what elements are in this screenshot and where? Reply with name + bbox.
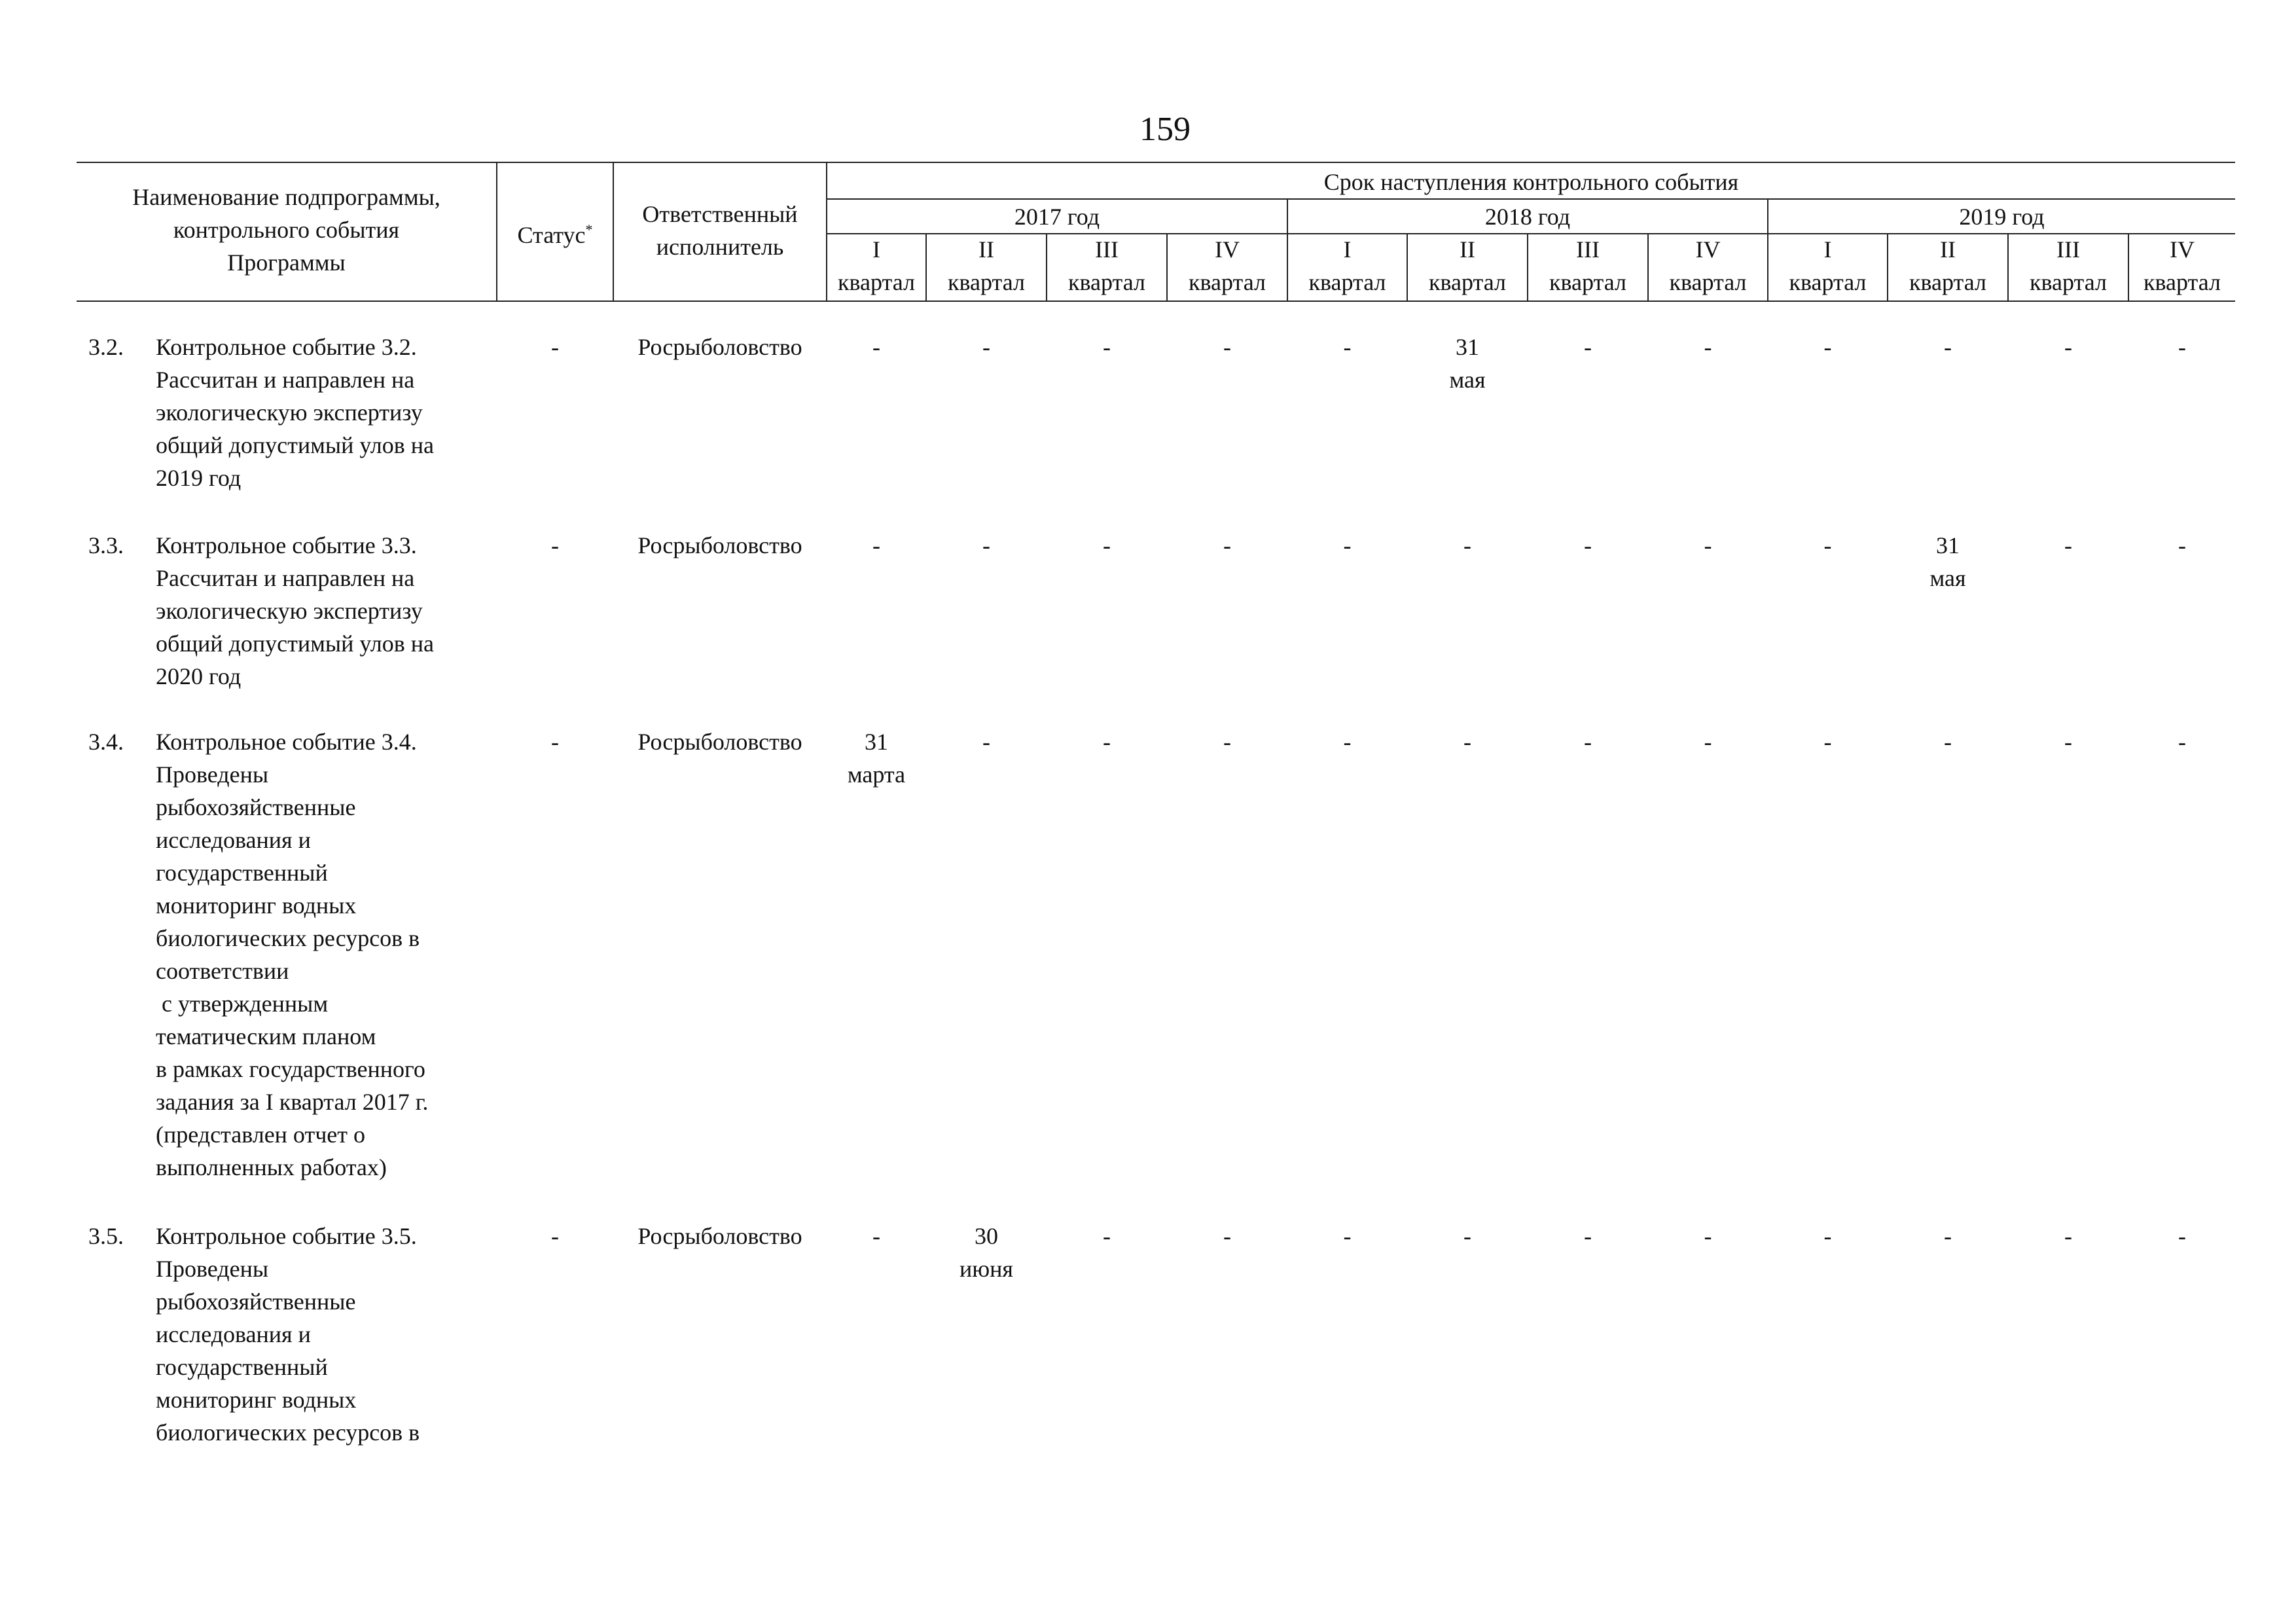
quarter-numeral: II [978,236,994,263]
quarter-numeral: I [872,236,880,263]
quarter-header [1649,233,1767,299]
quarter-cell-line: - [2064,1223,2072,1249]
row-name-line: Проведены [156,1256,269,1282]
header-year: 2018 год [1484,204,1571,230]
quarter-cell [927,1220,1046,1285]
row-number: 3.2. [88,334,124,360]
quarter-cell [2009,725,2128,758]
quarter-cell-line: - [1704,1223,1712,1249]
row-number: 3.3. [88,532,124,558]
deadline-title-rule [826,198,2235,200]
quarter-cell-line: - [1223,729,1231,755]
quarter-cell-line: - [1584,1223,1592,1249]
quarter-cell-line: - [1103,334,1111,360]
quarter-cell [827,529,925,562]
quarter-cell-line: - [1704,532,1712,558]
row-name [156,529,496,693]
quarter-word: квартал [1789,269,1867,295]
header-status-col [497,213,613,251]
quarter-cell-line: мая [1929,565,1966,591]
quarter-cell [1888,1220,2007,1252]
quarter-cell [1168,331,1287,363]
row-name-line: выполненных работах) [156,1154,387,1180]
quarter-numeral: III [1576,236,1600,263]
quarter-cell-line: - [1584,334,1592,360]
quarter-cell-line: - [1223,532,1231,558]
quarter-cell-line: - [1584,729,1592,755]
quarter-cell-line: - [1704,334,1712,360]
quarter-cell [827,1220,925,1252]
quarter-cell-line: 31 [1936,532,1960,558]
quarter-cell [1649,529,1767,562]
quarter-cell [1528,725,1647,758]
quarter-numeral: II [1460,236,1475,263]
row-name-line: Проведены [156,761,269,788]
quarter-header [1768,233,1887,299]
quarter-cell-line: - [1343,334,1352,360]
quarter-header [1888,233,2007,299]
quarter-word: квартал [1068,269,1145,295]
row-name-line: 2020 год [156,663,242,689]
quarter-numeral: I [1823,236,1832,263]
quarter-numeral: IV [1215,236,1240,263]
quarter-cell [1528,1220,1647,1252]
quarter-cell-line: июня [960,1256,1013,1282]
quarter-cell-line: - [2178,334,2186,360]
row-responsible: Росрыболовство [637,532,802,558]
quarter-cell [1408,1220,1527,1252]
quarter-cell [927,725,1046,758]
quarter-cell [1888,725,2007,758]
row-status: - [551,334,559,360]
row-number: 3.5. [88,1223,124,1249]
row-name-line: государственный [156,860,328,886]
row-name-line: Контрольное событие 3.2. [156,334,417,360]
quarter-cell [1768,529,1887,562]
row-name-line: мониторинг водных [156,1387,357,1413]
quarter-cell [2009,331,2128,363]
quarter-cell-line: - [1223,334,1231,360]
quarter-cell-line: - [1223,1223,1231,1249]
quarter-cell [1888,331,2007,363]
quarter-numeral: IV [2170,236,2195,263]
quarter-cell [1288,1220,1407,1252]
quarter-cell-line: - [1823,729,1832,755]
quarter-cell [2009,1220,2128,1252]
row-name-line: Рассчитан и направлен на [156,565,415,591]
quarter-cell [1649,331,1767,363]
quarter-cell-line: марта [847,761,906,788]
quarter-numeral: IV [1695,236,1721,263]
quarter-cell [2009,529,2128,562]
quarter-cell-line: мая [1449,367,1486,393]
quarter-numeral: II [1940,236,1956,263]
quarter-cell [2129,1220,2235,1252]
row-name-line: (представлен отчет о [156,1122,366,1148]
quarter-numeral: III [1095,236,1119,263]
quarter-cell-line: - [1343,729,1352,755]
header-bottom-rule [77,301,2235,302]
row-name-line: экологическую экспертизу [156,598,423,624]
row-name-line: Контрольное событие 3.5. [156,1223,417,1249]
row-name-line: в рамках государственного [156,1056,425,1082]
quarter-cell-line: - [982,532,990,558]
quarter-cell [1288,725,1407,758]
quarter-word: квартал [838,269,915,295]
quarter-word: квартал [1909,269,1986,295]
quarter-cell-line: - [872,334,880,360]
row-name-line: государственный [156,1354,328,1380]
quarter-numeral: III [2056,236,2080,263]
quarter-cell-line: - [1944,334,1952,360]
quarter-word: квартал [1549,269,1626,295]
quarter-cell-line: - [872,532,880,558]
row-name-line: 2019 год [156,465,242,491]
quarter-cell [2129,725,2235,758]
quarter-word: квартал [1189,269,1266,295]
row-name-line: соответствии [156,958,289,984]
table-top-rule [77,162,2235,163]
quarter-cell [1168,529,1287,562]
header-year: 2019 год [1959,204,2045,230]
row-number: 3.4. [88,729,124,755]
quarter-cell-line: - [982,334,990,360]
quarter-header [1168,233,1287,299]
quarter-header [927,233,1046,299]
row-name-line: исследования и [156,827,311,853]
quarter-cell-line: - [1823,532,1832,558]
row-name [156,725,496,1184]
row-name-line: рыбохозяйственные [156,1288,356,1315]
quarter-cell [1768,725,1887,758]
row-name-line: Рассчитан и направлен на [156,367,415,393]
quarter-cell-line: - [2178,1223,2186,1249]
quarter-cell [1528,529,1647,562]
quarter-cell-line: - [1463,1223,1471,1249]
row-name-line: экологическую экспертизу [156,399,423,426]
quarter-cell-line: - [982,729,990,755]
quarter-cell-line: - [1823,334,1832,360]
quarter-cell [1047,1220,1166,1252]
row-responsible: Росрыболовство [637,1223,802,1249]
row-name-line: исследования и [156,1321,311,1347]
header-name-line: Программы [227,249,346,276]
quarter-cell [827,331,925,363]
row-responsible: Росрыболовство [637,729,802,755]
quarter-cell-line: - [1704,729,1712,755]
quarter-cell [1528,331,1647,363]
quarter-cell-line: - [872,1223,880,1249]
quarter-header [1528,233,1647,299]
row-name-line: Контрольное событие 3.3. [156,532,417,558]
row-name-line: тематическим планом [156,1023,376,1049]
quarter-cell [927,529,1046,562]
header-name-line: контрольного события [173,217,400,243]
quarter-cell [1768,1220,1887,1252]
row-status: - [551,729,559,755]
quarter-word: квартал [2144,269,2221,295]
quarter-cell [927,331,1046,363]
quarter-cell [1168,725,1287,758]
row-name-line: Контрольное событие 3.4. [156,729,417,755]
quarter-cell [1047,725,1166,758]
header-name-col [77,181,496,279]
page-number: 159 [1139,111,1191,148]
quarter-cell [1408,331,1527,396]
row-name-line: биологических ресурсов в [156,1419,420,1446]
quarter-cell [1288,529,1407,562]
header-year: 2017 год [1014,204,1100,230]
quarter-cell [1168,1220,1287,1252]
row-name [156,1220,496,1449]
quarter-cell-line: 30 [975,1223,998,1249]
quarter-cell [1408,725,1527,758]
quarter-cell-line: - [2064,532,2072,558]
quarter-cell [1888,529,2007,594]
quarter-cell-line: - [1103,532,1111,558]
quarter-cell-line: - [1463,532,1471,558]
quarter-cell-line: - [1823,1223,1832,1249]
quarter-cell [2129,331,2235,363]
header-responsible-col [614,198,826,263]
header-responsible-line: исполнитель [656,234,784,260]
row-name-line: с утвержденным [156,991,329,1017]
quarter-cell [1649,1220,1767,1252]
row-name [156,331,496,494]
quarter-cell-line: - [1463,729,1471,755]
quarter-word: квартал [948,269,1025,295]
header-name-line: Наименование подпрограммы, [132,184,440,210]
quarter-header [1408,233,1527,299]
quarter-cell-line: - [1584,532,1592,558]
quarter-cell-line: - [2178,729,2186,755]
quarter-cell-line: - [1343,1223,1352,1249]
quarter-cell [1408,529,1527,562]
quarter-cell-line: - [1944,729,1952,755]
row-status: - [551,1223,559,1249]
quarter-cell-line: - [1343,532,1352,558]
quarter-cell [827,725,925,791]
quarter-word: квартал [1429,269,1506,295]
quarter-cell-line: - [1944,1223,1952,1249]
row-name-line: общий допустимый улов на [156,432,434,458]
quarter-cell-line: - [1103,729,1111,755]
row-name-line: мониторинг водных [156,892,357,919]
quarter-word: квартал [2030,269,2107,295]
header-deadline-title: Срок наступления контрольного события [1323,169,1739,195]
quarter-cell-line: - [1103,1223,1111,1249]
quarter-cell-line: - [2178,532,2186,558]
quarter-cell [2129,529,2235,562]
header-status-mark: * [585,221,593,238]
row-responsible: Росрыболовство [637,334,802,360]
header-responsible-line: Ответственный [642,201,798,227]
row-status: - [551,532,559,558]
row-name-line: задания за I квартал 2017 г. [156,1089,429,1115]
quarter-cell-line: 31 [1456,334,1479,360]
quarter-word: квартал [1669,269,1747,295]
row-name-line: рыбохозяйственные [156,794,356,820]
quarter-header [2129,233,2235,299]
quarter-cell [1768,331,1887,363]
quarter-cell [1047,331,1166,363]
quarter-cell-line: - [2064,729,2072,755]
quarter-numeral: I [1343,236,1352,263]
row-name-line: биологических ресурсов в [156,925,420,951]
quarter-word: квартал [1308,269,1386,295]
quarter-header [1047,233,1166,299]
quarter-cell-line: - [2064,334,2072,360]
quarter-header [1288,233,1407,299]
row-name-line: общий допустимый улов на [156,630,434,657]
header-status-label: Статус [517,222,586,248]
quarter-cell [1649,725,1767,758]
quarter-header [827,233,925,299]
quarter-cell [1288,331,1407,363]
quarter-cell [1047,529,1166,562]
quarter-cell-line: 31 [865,729,888,755]
quarter-header [2009,233,2128,299]
